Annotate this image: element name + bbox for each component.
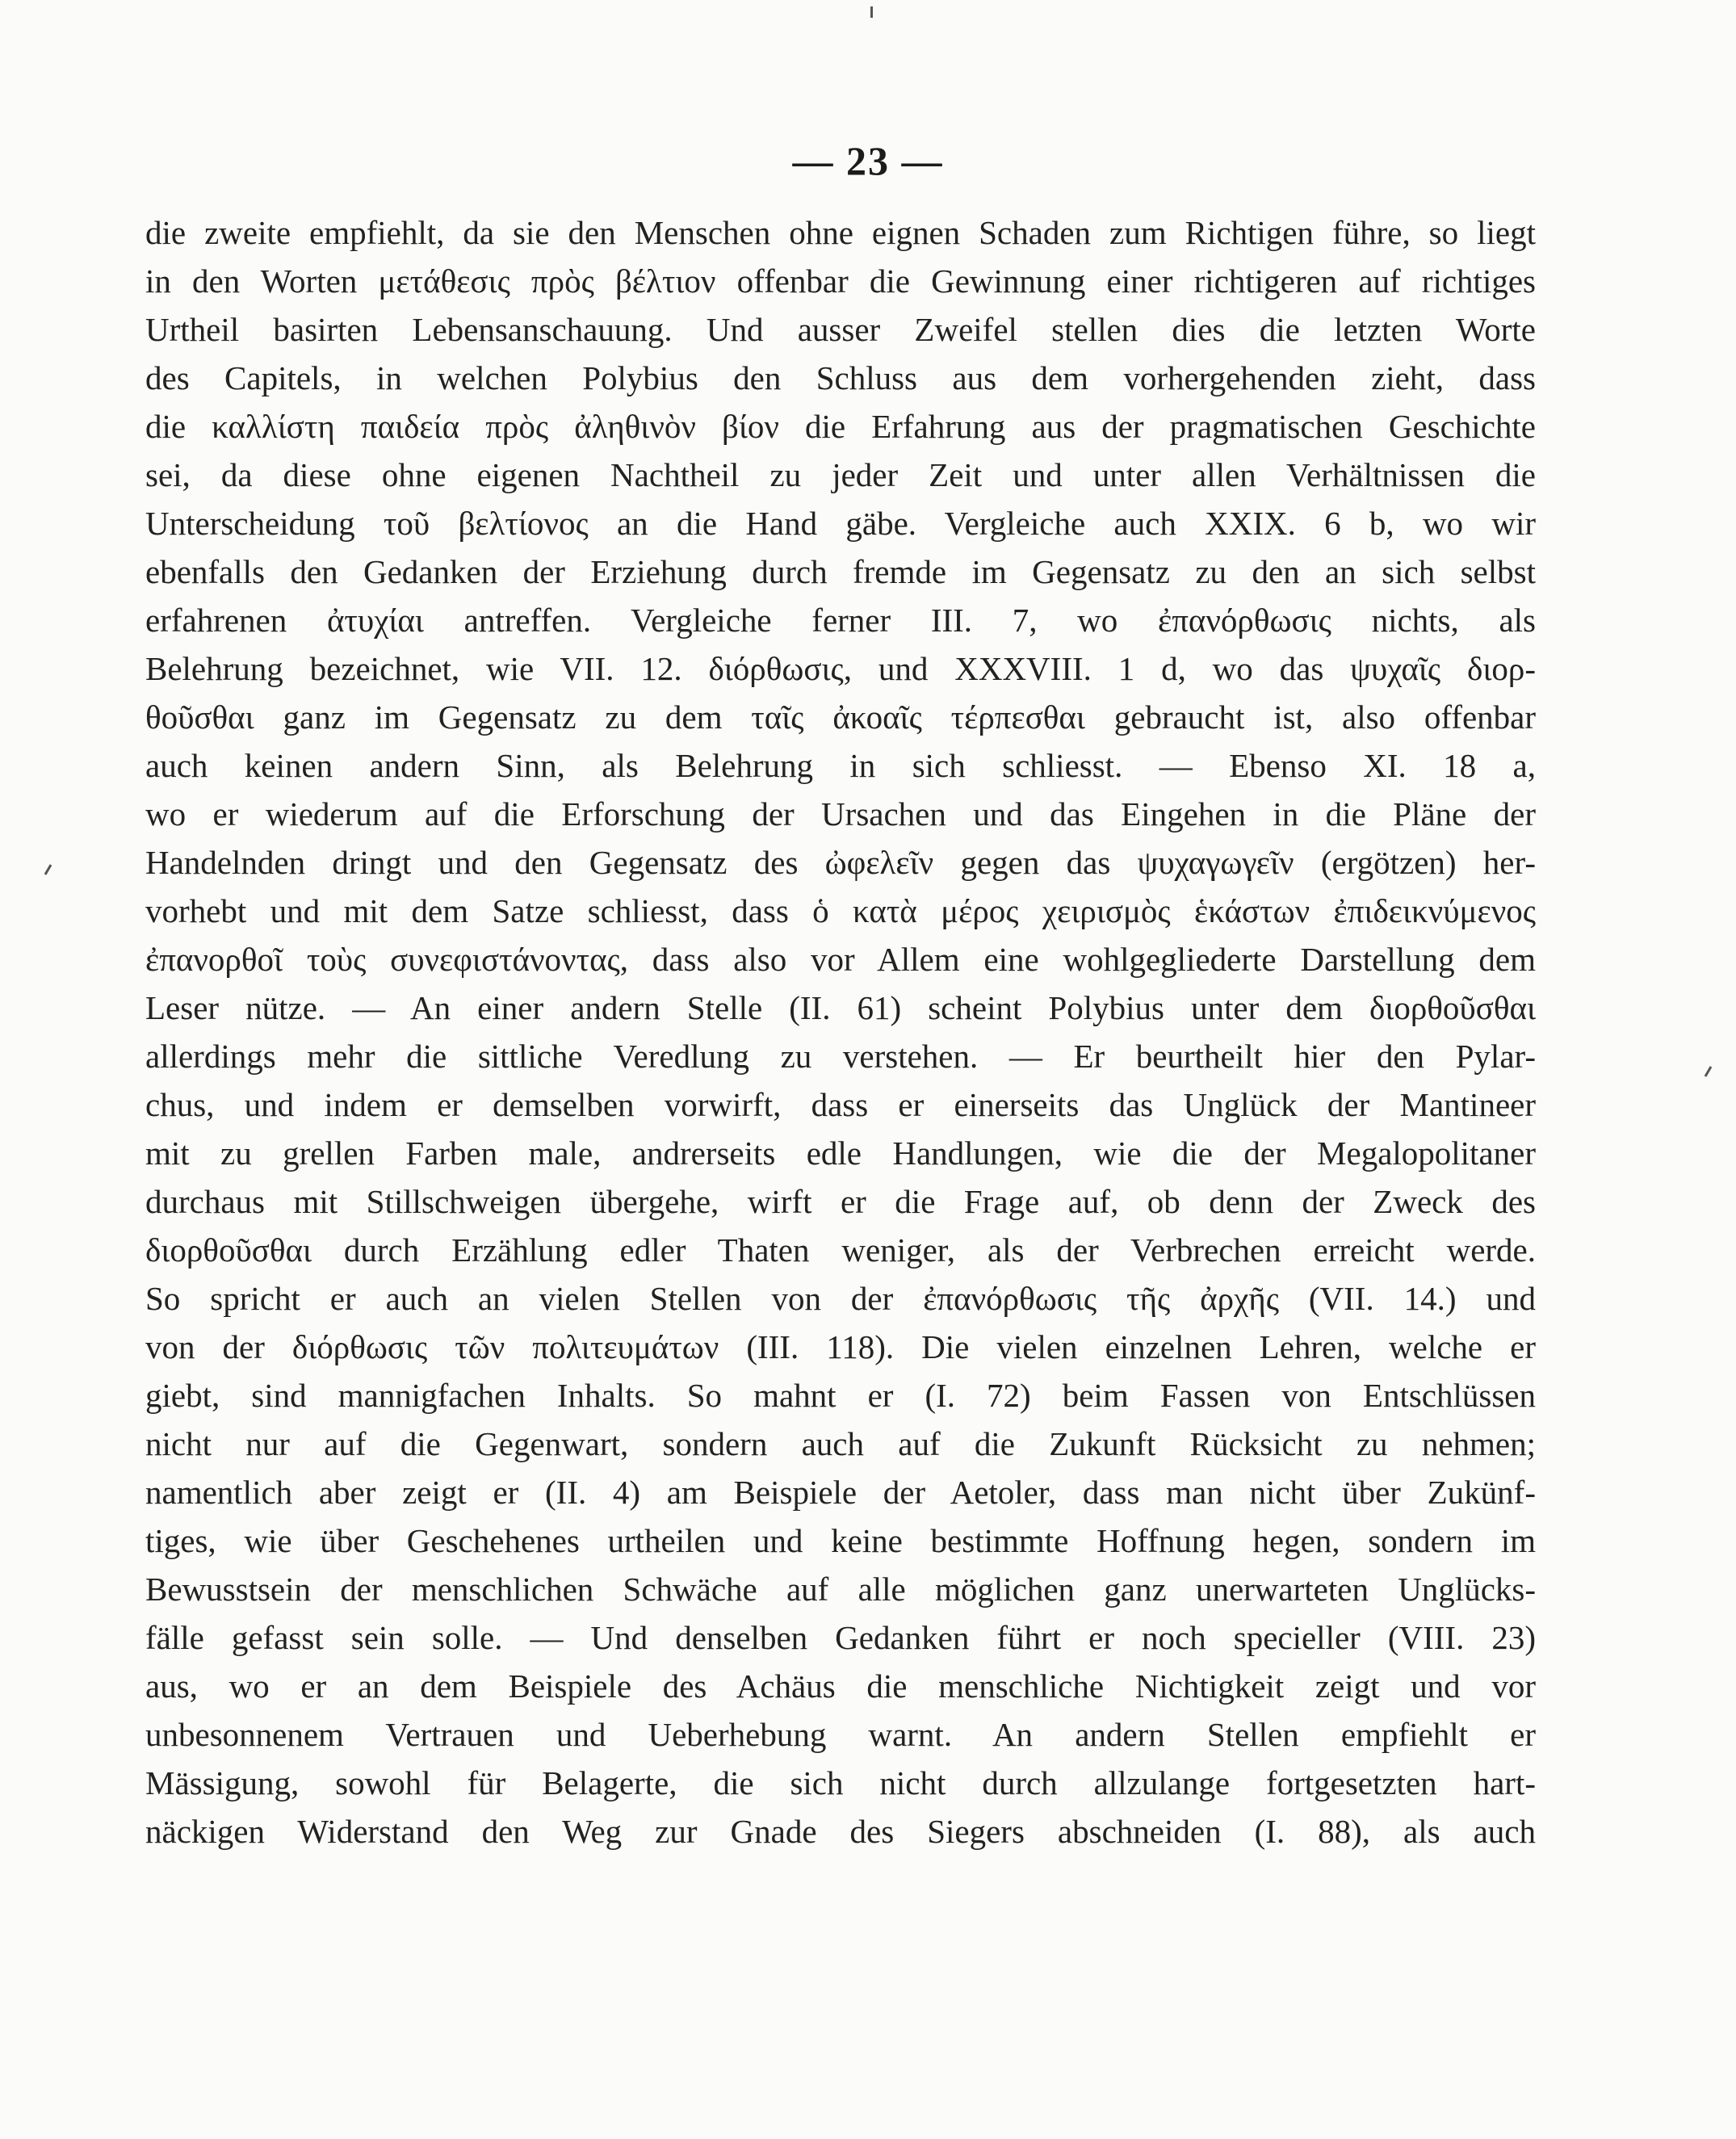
text-line: sei, da diese ohne eigenen Nachtheil zu jeder Zeit und unter allen Verhältnissen die xyxy=(145,456,1536,493)
scan-mark-right xyxy=(1705,1066,1713,1077)
text-line: chus, und indem er demselben vorwirft, dass er einerseits das Unglück der Mantineer xyxy=(145,1086,1536,1123)
text-line: in den Worten μετάθεσις πρὸς βέλτιον offenbar die Gewinnung einer richtigeren auf richtiges xyxy=(145,262,1536,300)
text-line: des Capitels, in welchen Polybius den Schluss aus dem vorhergehenden zieht, dass xyxy=(145,359,1536,396)
text-line: die zweite empfiehlt, da sie den Menschen ohne eignen Schaden zum Richtigen führe, so liegt xyxy=(145,214,1536,251)
text-line: Leser nütze. — An einer andern Stelle (II. 61) scheint Polybius unter dem διορθοῦσθαι xyxy=(145,989,1536,1026)
text-line: tiges, wie über Geschehenes urtheilen und keine bestimmte Hoffnung hegen, sondern im xyxy=(145,1522,1536,1559)
text-line: Belehrung bezeichnet, wie VII. 12. διόρθωσις, und XXXVIII. 1 d, wo das ψυχαῖς διορ- xyxy=(145,650,1536,687)
text-line: näckigen Widerstand den Weg zur Gnade des Siegers abschneiden (I. 88), als auch xyxy=(145,1813,1536,1850)
text-line: giebt, sind mannigfachen Inhalts. So mahnt er (I. 72) beim Fassen von Entschlüssen xyxy=(145,1377,1536,1414)
text-line: ἐπανορθοῖ τοὺς συνεφιστάνοντας, dass also vor Allem eine wohlgegliederte Darstellung dem xyxy=(145,941,1536,978)
text-line: durchaus mit Stillschweigen übergehe, wirft er die Frage auf, ob denn der Zweck des xyxy=(145,1183,1536,1220)
text-line: θοῦσθαι ganz im Gegensatz zu dem ταῖς ἀκοαῖς τέρπεσθαι gebraucht ist, also offenbar xyxy=(145,698,1536,736)
text-line: allerdings mehr die sittliche Veredlung zu verstehen. — Er beurtheilt hier den Pylar- xyxy=(145,1038,1536,1075)
text-line: erfahrenen ἀτυχίαι antreffen. Vergleiche ferner III. 7, wo ἐπανόρθωσις nichts, als xyxy=(145,602,1536,639)
text-line: So spricht er auch an vielen Stellen von der ἐπανόρθωσις τῆς ἀρχῆς (VII. 14.) und xyxy=(145,1280,1536,1317)
text-line: Handelnden dringt und den Gegensatz des ὠφελεῖν gegen das ψυχαγωγεῖν (ergötzen) her- xyxy=(145,844,1536,881)
text-line: ebenfalls den Gedanken der Erziehung durch fremde im Gegensatz zu den an sich selbst xyxy=(145,553,1536,590)
text-line: auch keinen andern Sinn, als Belehrung in sich schliesst. — Ebenso XI. 18 a, xyxy=(145,747,1536,784)
text-line: nicht nur auf die Gegenwart, sondern auch auf die Zukunft Rücksicht zu nehmen; xyxy=(145,1425,1536,1462)
text-line: von der διόρθωσις τῶν πολιτευμάτων (III. 118). Die vielen einzelnen Lehren, welche er xyxy=(145,1328,1536,1365)
text-line: vorhebt und mit dem Satze schliesst, dass ὁ κατὰ μέρος χειρισμὸς ἑκάστων ἐπιδεικνύμενος xyxy=(145,892,1536,929)
text-line: fälle gefasst sein solle. — Und denselben Gedanken führt er noch specieller (VIII. 23) xyxy=(145,1619,1536,1656)
text-line: Urtheil basirten Lebensanschauung. Und ausser Zweifel stellen dies die letzten Worte xyxy=(145,311,1536,348)
text-line: unbesonnenem Vertrauen und Ueberhebung warnt. An andern Stellen empfiehlt er xyxy=(145,1716,1536,1753)
text-line: wo er wiederum auf die Erforschung der Ursachen und das Eingehen in die Pläne der xyxy=(145,795,1536,833)
text-line: Unterscheidung τοῦ βελτίονος an die Hand gäbe. Vergleiche auch XXIX. 6 b, wo wir xyxy=(145,505,1536,542)
scan-mark-top xyxy=(870,6,873,18)
text-line: namentlich aber zeigt er (II. 4) am Beispiele der Aetoler, dass man nicht über Zukünf- xyxy=(145,1474,1536,1511)
text-line: διορθοῦσθαι durch Erzählung edler Thaten weniger, als der Verbrechen erreicht werde. xyxy=(145,1231,1536,1269)
text-line: Mässigung, sowohl für Belagerte, die sich nicht durch allzulange fortgesetzten hart- xyxy=(145,1764,1536,1801)
text-line: Bewusstsein der menschlichen Schwäche auf alle möglichen ganz unerwarteten Unglücks- xyxy=(145,1571,1536,1608)
text-line: aus, wo er an dem Beispiele des Achäus die menschliche Nichtigkeit zeigt und vor xyxy=(145,1667,1536,1705)
body-text xyxy=(145,208,1536,1856)
text-line: die καλλίστη παιδεία πρὸς ἀληθινὸν βίον die Erfahrung aus der pragmatischen Geschichte xyxy=(145,408,1536,445)
scan-mark-left xyxy=(44,864,52,875)
page-number: — 23 — xyxy=(792,138,944,183)
text-line: mit zu grellen Farben male, andrerseits edle Handlungen, wie die der Megalopolitaner xyxy=(145,1135,1536,1172)
